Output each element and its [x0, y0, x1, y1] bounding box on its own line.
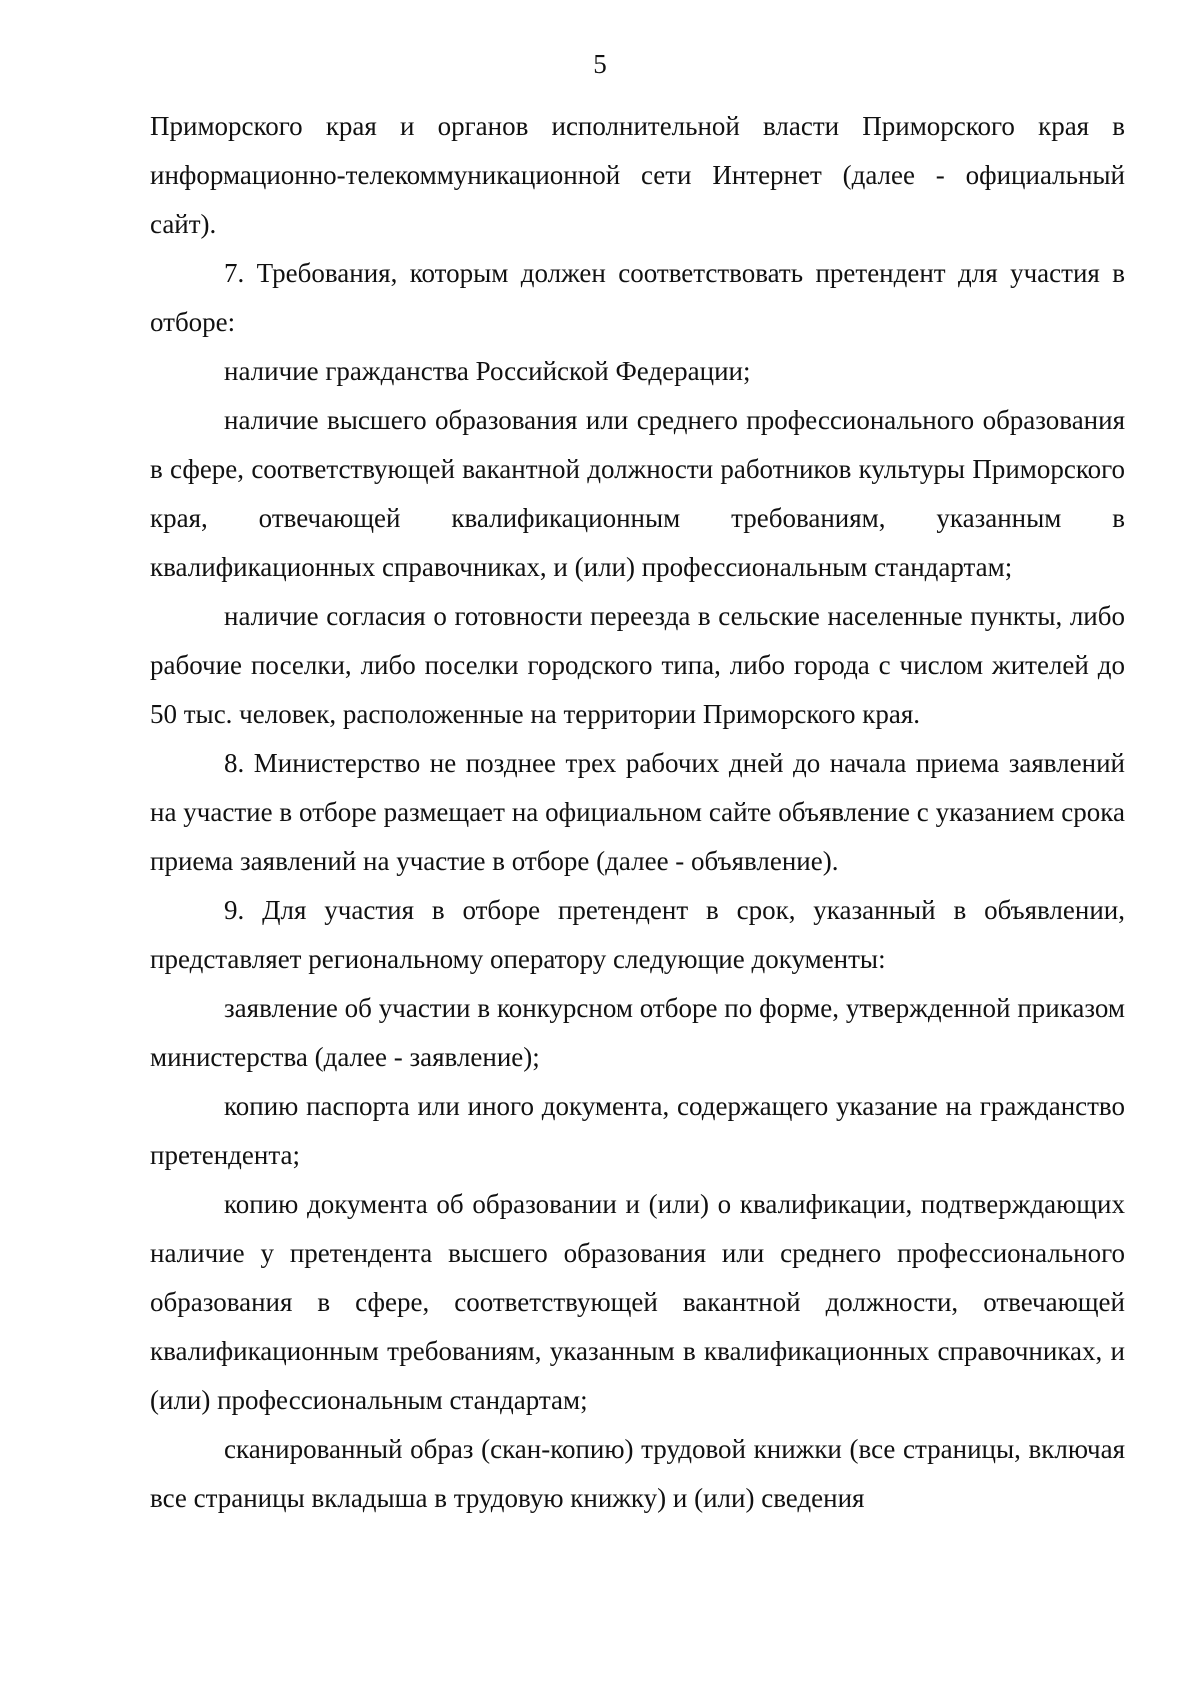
paragraph-passport-copy: копию паспорта или иного документа, содержащего указание на гражданство претендента;: [150, 1091, 1125, 1170]
paragraph-citizenship: наличие гражданства Российской Федерации;: [224, 356, 751, 386]
document-body: [150, 102, 1125, 1523]
paragraph-item-9: 9. Для участия в отборе претендент в срок, указанный в объявлении, представляет региональному оператору следующие документы:: [150, 895, 1125, 974]
paragraph-item-7: 7. Требования, которым должен соответствовать претендент для участия в отборе:: [150, 258, 1125, 337]
paragraph-education: наличие высшего образования или среднего профессионального образования в сфере, соответствующей вакантной должности работников культуры Приморского края, отвечающей квалификационным требованиям, указанным в квалификационных справочниках, и (или) профессиональным стандартам;: [150, 405, 1125, 582]
paragraph-item-8: 8. Министерство не позднее трех рабочих дней до начала приема заявлений на участие в отборе размещает на официальном сайте объявление с указанием срока приема заявлений на участие в отборе (далее - объявление).: [150, 748, 1125, 876]
paragraph-employment-record: сканированный образ (скан-копию) трудовой книжки (все страницы, включая все страницы вкладыша в трудовую книжку) и (или) сведения: [150, 1434, 1125, 1513]
paragraph-official-site: Приморского края и органов исполнительной власти Приморского края в информационно-телекоммуникационной сети Интернет (далее - официальный сайт).: [150, 111, 1125, 239]
paragraph-education-document: копию документа об образовании и (или) о квалификации, подтверждающих наличие у претендента высшего образования или среднего профессионального образования в сфере, соответствующей вакантной должности, отвечающей квалификационным требованиям, указанным в квалификационных справочниках, и (или) профессиональным стандартам;: [150, 1189, 1125, 1415]
paragraph-relocation-consent: наличие согласия о готовности переезда в сельские населенные пункты, либо рабочие поселки, либо поселки городского типа, либо города с числом жителей до 50 тыс. человек, расположенные на территории Приморского края.: [150, 601, 1125, 729]
page-number: 5: [593, 49, 607, 79]
paragraph-application: заявление об участии в конкурсном отборе по форме, утвержденной приказом министерства (далее - заявление);: [150, 993, 1125, 1072]
